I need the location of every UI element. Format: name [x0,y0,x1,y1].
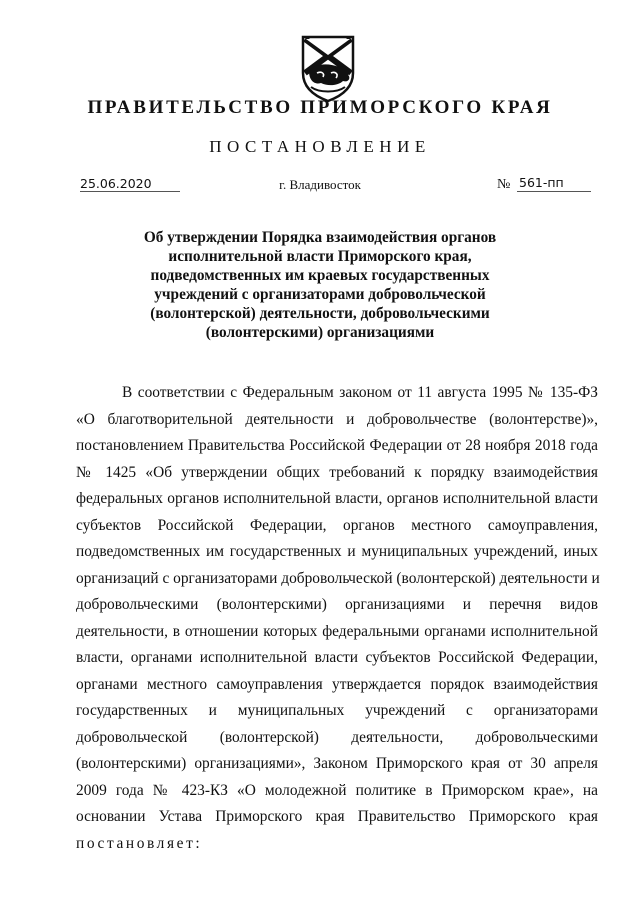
body-line: федеральных органов исполнительной власти, органов исполнительной власти [76,490,598,507]
document-body [76,380,598,857]
body-line: 2009 года № 423-КЗ «О молодежной политике в Приморском крае», на [76,781,598,799]
body-line: № 1425 «Об утверждении общих требований к порядку взаимодействия [76,463,598,481]
title-line: исполнительной власти Приморского края, [168,248,472,265]
body-line: деятельности, в отношении которых федеральными органами исполнительной [76,622,598,640]
title-line: Об утверждении Порядка взаимодействия органов [143,229,497,246]
body-line: (волонтерскими) организациями», Законом Приморского края от 30 апреля [76,755,598,772]
title-line: (волонтерскими) организациями [205,324,435,341]
body-line: органами местного самоуправления утверждается порядок взаимодействия [76,675,598,693]
body-line: государственных и муниципальных учреждений с организаторами [76,702,598,719]
body-line: добровольческими (волонтерскими) организациями и перечня видов [76,596,598,613]
body-line: постановлением Правительства Российской Федерации от 28 ноября 2018 года [76,437,598,454]
title-line: учреждений с организаторами добровольческой [154,286,486,303]
document-type: ПОСТАНОВЛЕНИЕ [209,137,431,156]
body-line: субъектов Российской Федерации, органов местного самоуправления, [76,516,598,534]
body-line: постановляет: [76,834,203,852]
body-line: «О благотворительной деятельности и добровольчестве (волонтерстве)», [76,410,598,428]
title-line: (волонтерской) деятельности, добровольческими [150,305,490,322]
body-line: подведомственных им государственных и муниципальных учреждений, иных [76,543,598,560]
body-line: В соответствии с Федеральным законом от 11 августа 1995 № 135-ФЗ [122,384,598,401]
title-line: подведомственных им краевых государственных [150,267,490,284]
government-name: ПРАВИТЕЛЬСТВО ПРИМОРСКОГО КРАЯ [87,97,553,118]
body-line: добровольческой (волонтерской) деятельности, добровольческими [76,728,598,746]
city: г. Владивосток [279,177,361,192]
number-value: 561-пп [519,175,564,190]
coat-of-arms-emblem [299,33,357,103]
body-line: основании Устава Приморского края Правительство Приморского края [76,808,598,825]
body-line: власти, органами исполнительной власти субъектов Российской Федерации, [76,649,598,666]
number-underline [517,191,591,192]
number-sign: № [497,177,511,192]
date-value: 25.06.2020 [80,176,152,191]
body-line: организаций с организаторами добровольческой (волонтерской) деятельности и [76,569,600,587]
document-number [497,176,592,193]
document-title [110,228,530,342]
